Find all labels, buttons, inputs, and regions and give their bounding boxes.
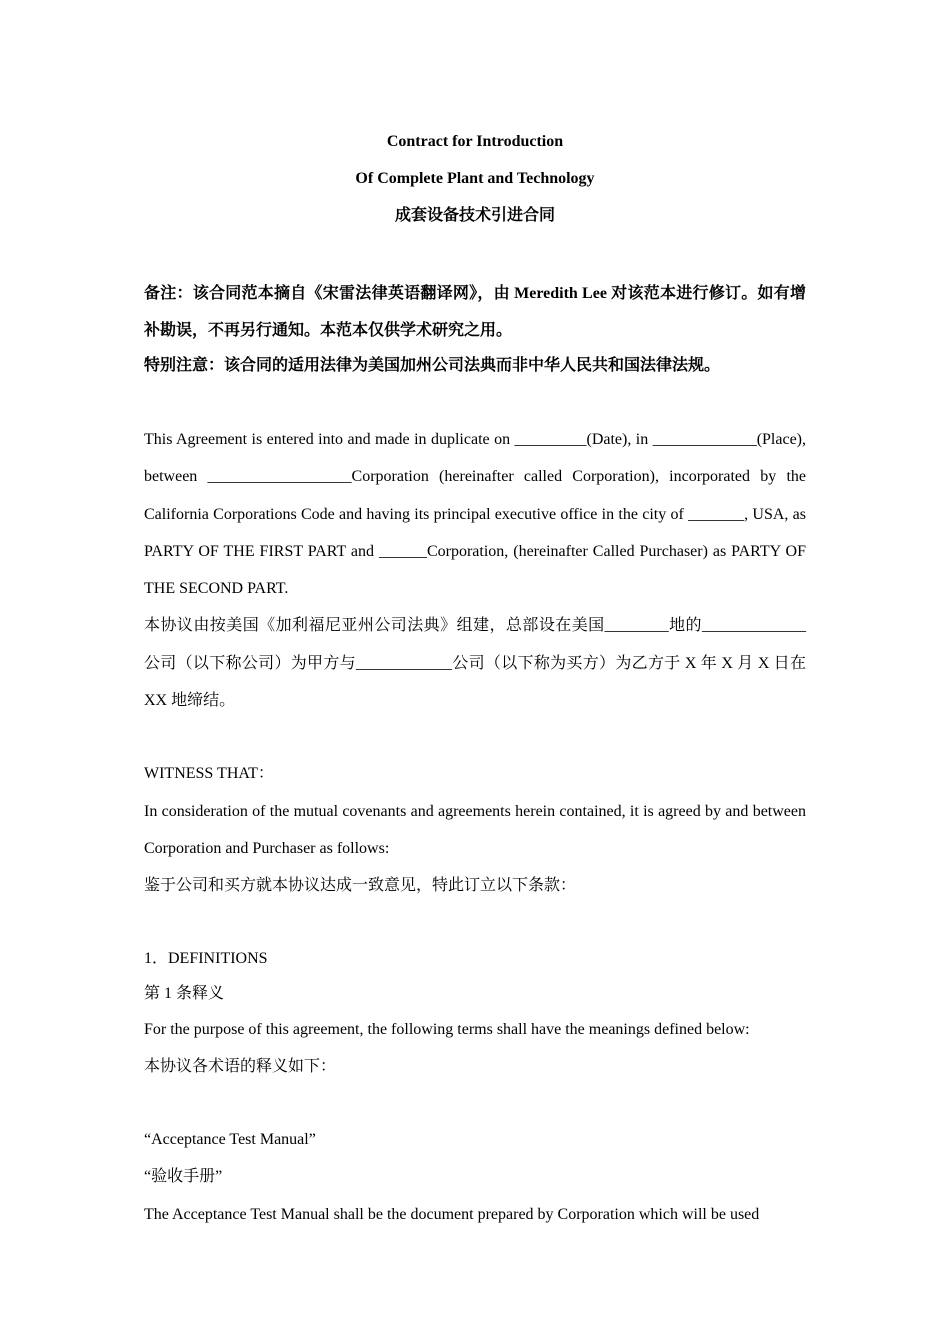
document-page [144,123,806,1233]
spacer [144,1085,806,1121]
spacer [144,719,806,755]
note-governing-law: 特别注意：该合同的适用法律为美国加州公司法典而非中华人民共和国法律法规。 [144,357,721,374]
spacer [144,383,806,421]
witness-text-cn: 鉴于公司和买方就本协议达成一致意见，特此订立以下条款： [144,877,577,895]
section-1-heading-cn: 第 1 条释义 [144,984,225,1002]
term-acceptance-test-manual-en: “Acceptance Test Manual” [144,1131,316,1149]
witness-text-en: In consideration of the mutual covenants and agreements herein contained, it is agreed by and between Corporation and Purchaser as follows: [144,802,806,857]
contract-title-cn: 成套设备技术引进合同 [394,207,555,224]
section-1-intro-cn: 本协议各术语的释义如下： [144,1057,337,1075]
contract-title-en: Contract for Introduction [386,133,564,150]
witness-heading: WITNESS THAT： [144,765,274,783]
term-acceptance-test-manual-definition: The Acceptance Test Manual shall be the document prepared by Corporation which will be used [144,1205,760,1223]
agreement-intro-en: This Agreement is entered into and made in duplicate on _________(Date), in _____________(Place), between __________________Corporation (hereinafter called Corporation), incorporated by the California Corporations Code and having its principal executive office in the city of _______, USA, as PARTY OF THE FIRST PART and ______Corporation, (hereinafter Called Purchaser) as PARTY OF THE SECOND PART. [144,431,806,598]
agreement-intro-cn: 本协议由按美国《加利福尼亚州公司法典》组建，总部设在美国________地的_____________公司（以下称公司）为甲方与____________公司（以下称为买方）为乙方于 X 年 X 月 X 日在 XX 地缔结。 [144,617,806,710]
contract-subtitle-en: Of Complete Plant and Technology [355,170,595,187]
term-acceptance-test-manual-cn: “验收手册” [144,1168,223,1186]
spacer [144,905,806,941]
section-1-intro-en: For the purpose of this agreement, the following terms shall have the meanings defined below: [144,1020,750,1038]
note-source: 备注：该合同范本摘自《宋雷法律英语翻译网》，由 Meredith Lee 对该范本进行修订。如有增补勘误，不再另行通知。本范本仅供学术研究之用。 [144,285,806,339]
section-1-heading-en: 1．DEFINITIONS [144,949,268,967]
